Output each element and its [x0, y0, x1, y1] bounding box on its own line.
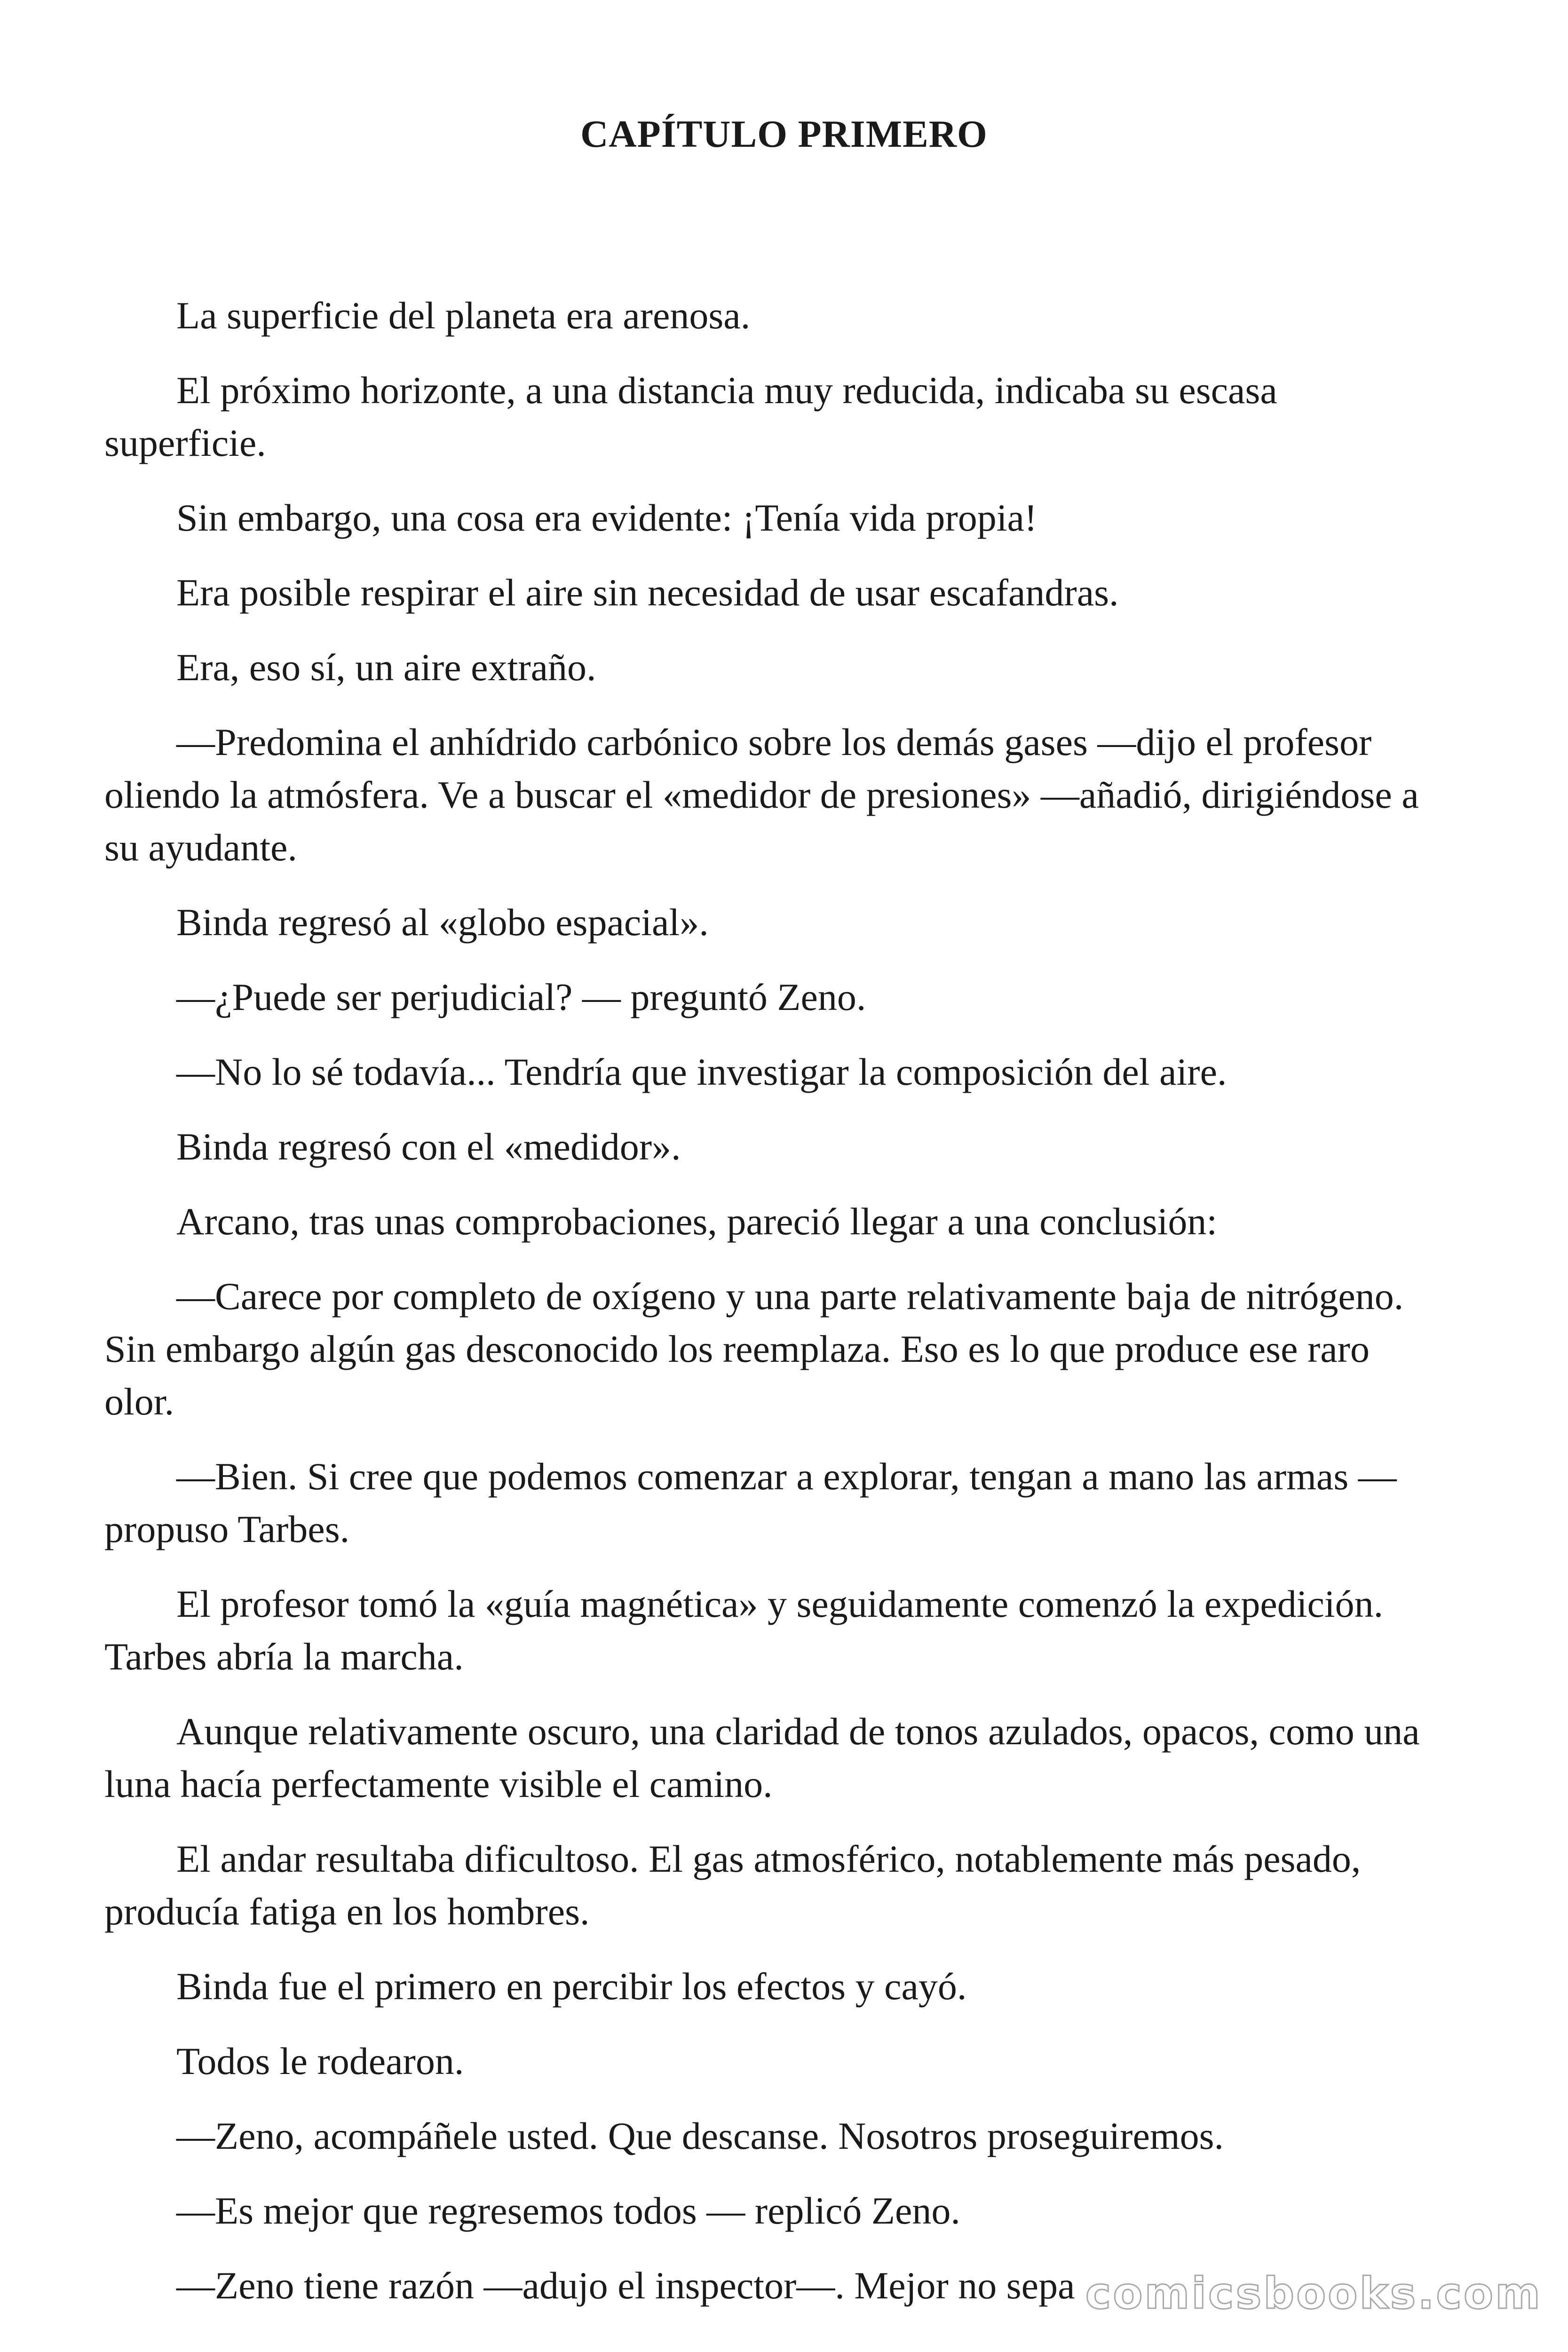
paragraph: —Predomina el anhídrido carbónico sobre los demás gases —dijo el profesor oliendo la atmósfera. Ve a buscar el «medidor de presiones» —añadió, dirigiéndose a su ayudante. [104, 721, 1419, 869]
paragraph: El andar resultaba dificultoso. El gas atmosférico, notablemente más pesado, producía fatiga en los hombres. [104, 1837, 1361, 1933]
paragraph: Aunque relativamente oscuro, una claridad de tonos azulados, opacos, como una luna hacía perfectamente visible el camino. [104, 1710, 1420, 1805]
paragraph: —¿Puede ser perjudicial? — preguntó Zeno. [176, 976, 866, 1018]
paragraph: —Bien. Si cree que podemos comenzar a explorar, tengan a mano las armas — propuso Tarbes. [104, 1455, 1397, 1550]
paragraph: Binda regresó con el «medidor». [176, 1125, 681, 1168]
paragraph: —Zeno, acompáñele usted. Que descanse. Nosotros proseguiremos. [176, 2114, 1224, 2157]
paragraph: La superficie del planeta era arenosa. [176, 294, 751, 337]
paragraph: Arcano, tras unas comprobaciones, pareció llegar a una conclusión: [176, 1200, 1218, 1243]
paragraph: Sin embargo, una cosa era evidente: ¡Tenía vida propia! [176, 496, 1037, 539]
paragraph: —No lo sé todavía... Tendría que investigar la composición del aire. [176, 1050, 1227, 1093]
paragraph: El próximo horizonte, a una distancia muy reducida, indicaba su escasa superficie. [104, 369, 1277, 464]
paragraph: Binda fue el primero en percibir los efectos y cayó. [176, 1965, 967, 2008]
paragraph: Todos le rodearon. [176, 2040, 464, 2082]
paragraph: Era, eso sí, un aire extraño. [176, 646, 596, 689]
chapter-body [104, 289, 1445, 2334]
paragraph: El profesor tomó la «guía magnética» y seguidamente comenzó la expedición. Tarbes abría la marcha. [104, 1582, 1384, 1678]
paragraph: —Es mejor que regresemos todos — replicó Zeno. [176, 2189, 960, 2232]
paragraph: Era posible respirar el aire sin necesidad de usar escafandras. [176, 571, 1119, 614]
site-watermark: comicsbooks.com [1085, 2268, 1542, 2319]
paragraph: Binda regresó al «globo espacial». [176, 901, 709, 944]
paragraph: —Zeno tiene razón —adujo el inspector—. Mejor no sepa [176, 2264, 1075, 2307]
chapter-title: CAPÍTULO PRIMERO [580, 112, 988, 155]
paragraph: —Carece por completo de oxígeno y una parte relativamente baja de nitrógeno. Sin embargo algún gas desconocido los reemplaza. Eso es lo que produce ese raro olor. [104, 1275, 1404, 1423]
